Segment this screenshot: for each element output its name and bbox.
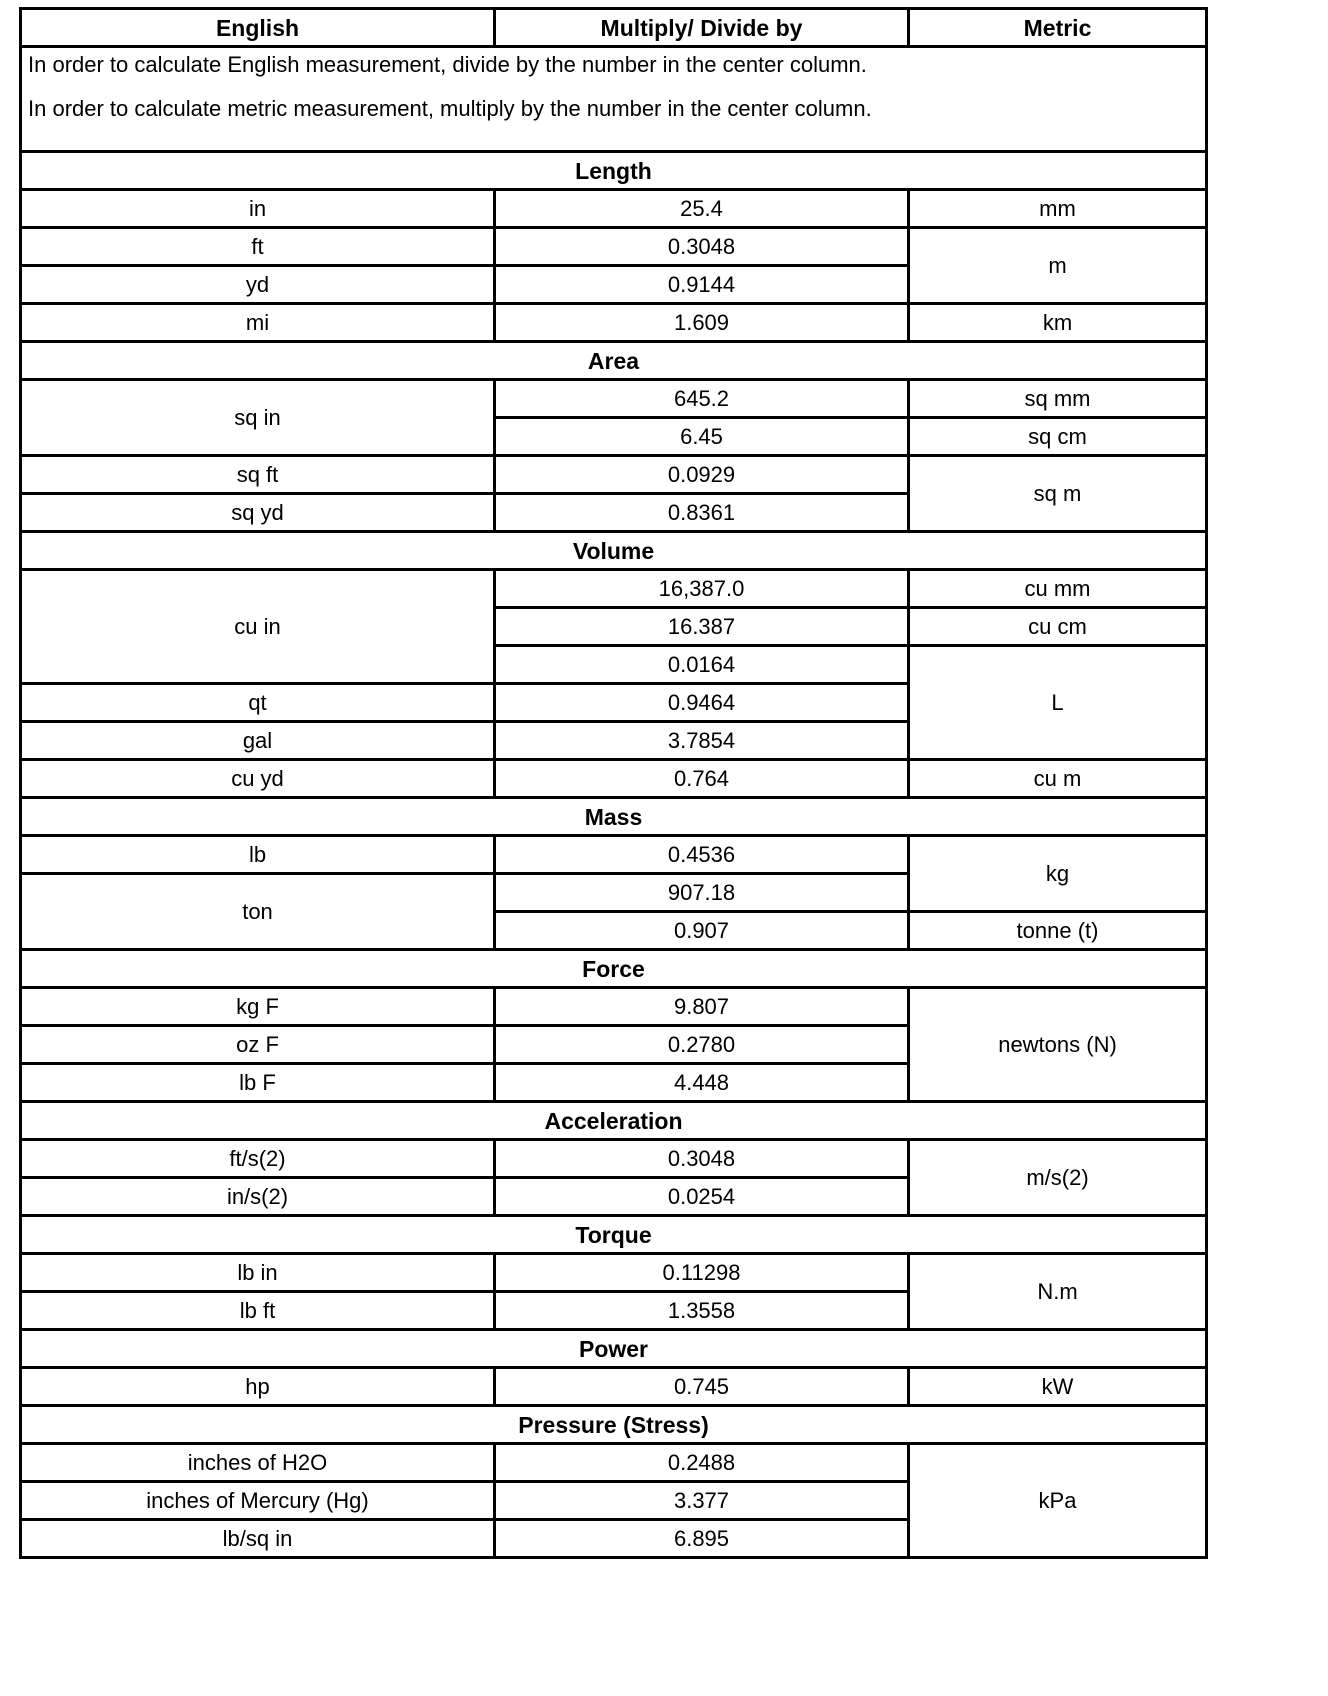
english-unit-cell: ft/s(2) bbox=[21, 1140, 495, 1178]
metric-unit-cell: sq cm bbox=[909, 418, 1207, 456]
english-unit-cell: lb bbox=[21, 836, 495, 874]
english-unit-cell: ton bbox=[21, 874, 495, 950]
section-title-acceleration: Acceleration bbox=[21, 1102, 1207, 1140]
english-unit-cell: qt bbox=[21, 684, 495, 722]
metric-unit-cell: newtons (N) bbox=[909, 988, 1207, 1102]
section-row-volume bbox=[21, 532, 1207, 570]
conversion-table-body bbox=[21, 9, 1207, 1558]
factor-cell: 0.745 bbox=[495, 1368, 909, 1406]
factor-cell: 4.448 bbox=[495, 1064, 909, 1102]
factor-cell: 25.4 bbox=[495, 190, 909, 228]
instruction-english: In order to calculate English measurement, divide by the number in the center column. bbox=[28, 52, 867, 77]
table-row bbox=[21, 836, 1207, 874]
factor-cell: 0.764 bbox=[495, 760, 909, 798]
factor-cell: 16.387 bbox=[495, 608, 909, 646]
table-row bbox=[21, 988, 1207, 1026]
conversion-table bbox=[19, 7, 1208, 1559]
english-unit-cell: hp bbox=[21, 1368, 495, 1406]
section-title-torque: Torque bbox=[21, 1216, 1207, 1254]
english-unit-cell: in/s(2) bbox=[21, 1178, 495, 1216]
factor-cell: 0.3048 bbox=[495, 228, 909, 266]
metric-unit-cell: cu mm bbox=[909, 570, 1207, 608]
column-header-english: English bbox=[21, 9, 495, 47]
factor-cell: 16,387.0 bbox=[495, 570, 909, 608]
english-unit-cell: sq in bbox=[21, 380, 495, 456]
factor-cell: 0.8361 bbox=[495, 494, 909, 532]
section-title-area: Area bbox=[21, 342, 1207, 380]
metric-unit-cell: km bbox=[909, 304, 1207, 342]
factor-cell: 0.0164 bbox=[495, 646, 909, 684]
column-header-metric: Metric bbox=[909, 9, 1207, 47]
factor-cell: 1.3558 bbox=[495, 1292, 909, 1330]
metric-unit-cell: sq m bbox=[909, 456, 1207, 532]
factor-cell: 0.0929 bbox=[495, 456, 909, 494]
factor-cell: 1.609 bbox=[495, 304, 909, 342]
section-row-pressure-stress bbox=[21, 1406, 1207, 1444]
english-unit-cell: lb F bbox=[21, 1064, 495, 1102]
table-row bbox=[21, 1140, 1207, 1178]
section-row-force bbox=[21, 950, 1207, 988]
english-unit-cell: gal bbox=[21, 722, 495, 760]
factor-cell: 0.11298 bbox=[495, 1254, 909, 1292]
metric-unit-cell: tonne (t) bbox=[909, 912, 1207, 950]
english-unit-cell: inches of H2O bbox=[21, 1444, 495, 1482]
factor-cell: 0.2488 bbox=[495, 1444, 909, 1482]
section-row-mass bbox=[21, 798, 1207, 836]
english-unit-cell: sq yd bbox=[21, 494, 495, 532]
table-row bbox=[21, 1254, 1207, 1292]
metric-unit-cell: cu cm bbox=[909, 608, 1207, 646]
factor-cell: 6.45 bbox=[495, 418, 909, 456]
section-title-length: Length bbox=[21, 152, 1207, 190]
table-row bbox=[21, 380, 1207, 418]
metric-unit-cell: m bbox=[909, 228, 1207, 304]
factor-cell: 0.3048 bbox=[495, 1140, 909, 1178]
instruction-spacer bbox=[28, 78, 1199, 96]
instruction-metric: In order to calculate metric measurement, multiply by the number in the center column. bbox=[28, 96, 872, 121]
english-unit-cell: inches of Mercury (Hg) bbox=[21, 1482, 495, 1520]
section-title-force: Force bbox=[21, 950, 1207, 988]
table-row bbox=[21, 456, 1207, 494]
factor-cell: 0.2780 bbox=[495, 1026, 909, 1064]
section-title-volume: Volume bbox=[21, 532, 1207, 570]
header-row bbox=[21, 9, 1207, 47]
table-row bbox=[21, 760, 1207, 798]
english-unit-cell: mi bbox=[21, 304, 495, 342]
metric-unit-cell: L bbox=[909, 646, 1207, 760]
english-unit-cell: lb/sq in bbox=[21, 1520, 495, 1558]
factor-cell: 3.7854 bbox=[495, 722, 909, 760]
metric-unit-cell: mm bbox=[909, 190, 1207, 228]
english-unit-cell: cu in bbox=[21, 570, 495, 684]
section-title-pressure-stress: Pressure (Stress) bbox=[21, 1406, 1207, 1444]
factor-cell: 3.377 bbox=[495, 1482, 909, 1520]
table-row bbox=[21, 228, 1207, 266]
section-row-area bbox=[21, 342, 1207, 380]
factor-cell: 0.907 bbox=[495, 912, 909, 950]
table-row bbox=[21, 190, 1207, 228]
factor-cell: 0.9144 bbox=[495, 266, 909, 304]
english-unit-cell: in bbox=[21, 190, 495, 228]
column-header-factor: Multiply/ Divide by bbox=[495, 9, 909, 47]
english-unit-cell: kg F bbox=[21, 988, 495, 1026]
section-title-mass: Mass bbox=[21, 798, 1207, 836]
english-unit-cell: lb in bbox=[21, 1254, 495, 1292]
metric-unit-cell: cu m bbox=[909, 760, 1207, 798]
english-unit-cell: yd bbox=[21, 266, 495, 304]
section-row-length bbox=[21, 152, 1207, 190]
table-row bbox=[21, 1444, 1207, 1482]
section-title-power: Power bbox=[21, 1330, 1207, 1368]
factor-cell: 9.807 bbox=[495, 988, 909, 1026]
metric-unit-cell: sq mm bbox=[909, 380, 1207, 418]
english-unit-cell: cu yd bbox=[21, 760, 495, 798]
table-row bbox=[21, 1368, 1207, 1406]
factor-cell: 0.9464 bbox=[495, 684, 909, 722]
factor-cell: 0.4536 bbox=[495, 836, 909, 874]
metric-unit-cell: kW bbox=[909, 1368, 1207, 1406]
english-unit-cell: ft bbox=[21, 228, 495, 266]
english-unit-cell: oz F bbox=[21, 1026, 495, 1064]
instructions-row bbox=[21, 47, 1207, 152]
factor-cell: 645.2 bbox=[495, 380, 909, 418]
metric-unit-cell: kPa bbox=[909, 1444, 1207, 1558]
section-row-torque bbox=[21, 1216, 1207, 1254]
metric-unit-cell: m/s(2) bbox=[909, 1140, 1207, 1216]
factor-cell: 6.895 bbox=[495, 1520, 909, 1558]
factor-cell: 0.0254 bbox=[495, 1178, 909, 1216]
table-row bbox=[21, 570, 1207, 608]
factor-cell: 907.18 bbox=[495, 874, 909, 912]
section-row-acceleration bbox=[21, 1102, 1207, 1140]
section-row-power bbox=[21, 1330, 1207, 1368]
english-unit-cell: sq ft bbox=[21, 456, 495, 494]
table-row bbox=[21, 304, 1207, 342]
metric-unit-cell: N.m bbox=[909, 1254, 1207, 1330]
metric-unit-cell: kg bbox=[909, 836, 1207, 912]
instructions-cell bbox=[21, 47, 1207, 152]
english-unit-cell: lb ft bbox=[21, 1292, 495, 1330]
